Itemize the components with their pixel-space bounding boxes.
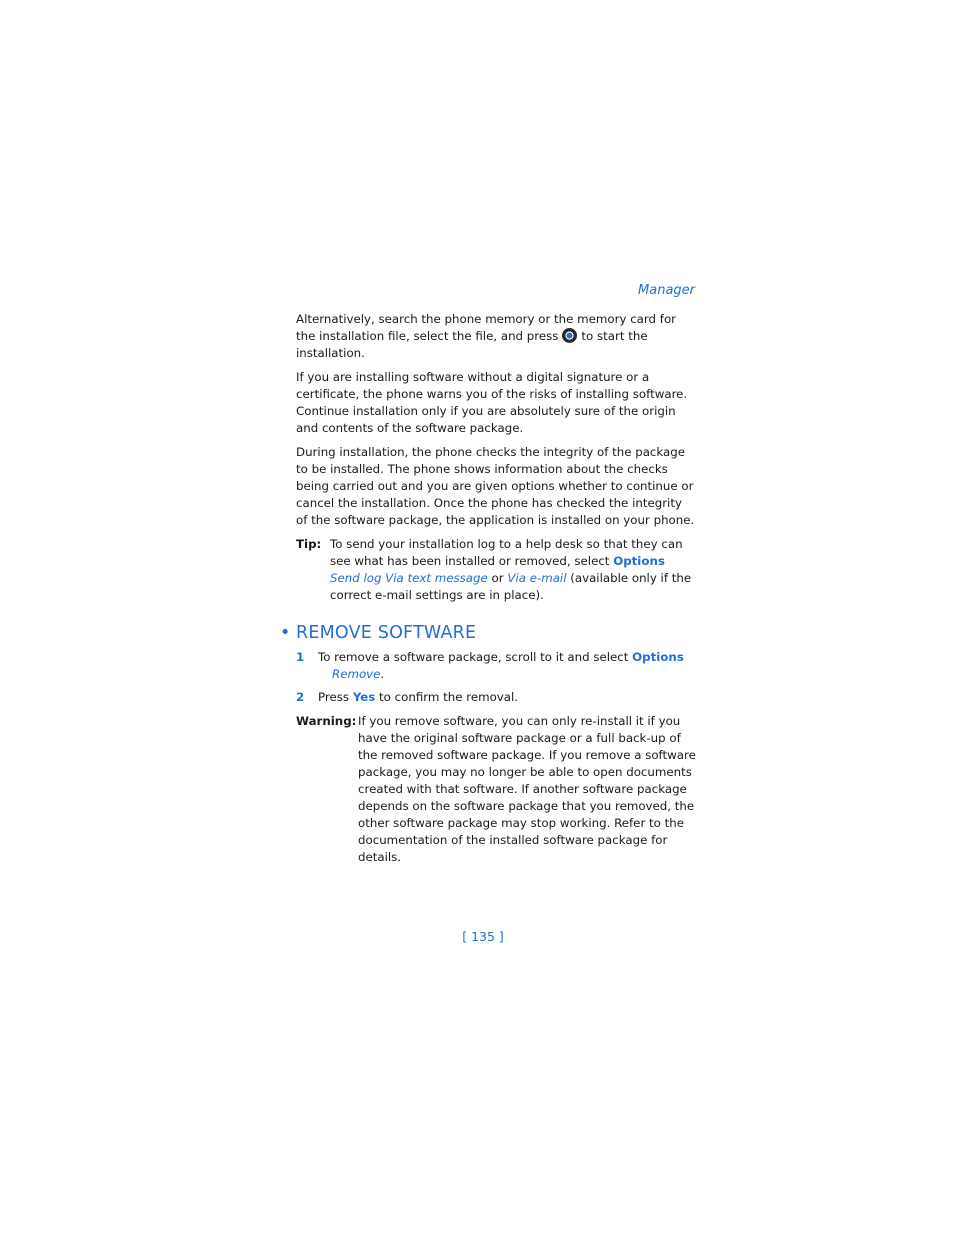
page-number: [ 135 ] [462,929,504,944]
step-item [296,689,696,706]
tip-label: Tip: [296,537,322,551]
paragraph-text: Alternatively, search the phone memory or the memory card for the installation file, select the file, and press [296,312,677,343]
warning-body: If you remove software, you can only re-install it if you have the original software package or a full back-up of the removed software package. If you remove a software package, you may no longer be able to open documents created with that software. If another software package depends on the software package that you removed, the other software package may stop working. Refer to the documentation of the installed software package for details. [358,714,696,864]
section-bullet: • [280,623,291,643]
step-text: To remove a software package, scroll to it and select [318,650,629,664]
section-heading [280,623,696,643]
tip-connector: or [491,571,504,585]
step-number: 1 [296,650,305,664]
menu-command-send-log: Send log [330,571,382,585]
step-text: to confirm the removal. [379,690,519,704]
paragraph-install-file [296,311,696,362]
tip-text: To send your installation log to a help desk so that they can see what has been installed or removed, select [330,537,683,568]
step-end: . [380,667,385,681]
page-content [280,311,696,866]
step-body [318,649,696,683]
warning-label: Warning: [296,714,357,728]
running-header: Manager [638,283,695,298]
menu-command-via-text-message: Via text message [385,571,488,585]
step-item [296,649,696,683]
tip-body [330,536,696,604]
menu-command-via-email: Via e-mail [507,571,567,585]
step-body [318,689,518,706]
paragraph-signature-warning: If you are installing software without a digital signature or a certificate, the phone warns you of the risks of installing software. Continue installation only if you are absolutely sure of the origin and contents of the software package. [296,370,688,435]
paragraph-text: to start the installation. [296,329,648,360]
tip-text: (available only if the correct e-mail settings are in place). [330,571,692,602]
tip-block [296,536,696,604]
menu-command-options: Options [632,650,684,664]
step-number: 2 [296,690,305,704]
step-text: Press [318,690,350,704]
warning-block [296,713,696,866]
joystick-center-key-icon [562,328,577,343]
paragraph-integrity-check: During installation, the phone checks the integrity of the package to be installed. The phone shows information about the checks being carried out and you are given options whether to continue or cancel the installation. Once the phone has checked the integrity of the software package, the application is installed on your phone. [296,445,695,527]
section-title: REMOVE SOFTWARE [296,623,477,643]
softkey-yes: Yes [352,690,376,704]
menu-command-options: Options [613,554,665,568]
menu-command-remove: Remove [332,667,381,681]
